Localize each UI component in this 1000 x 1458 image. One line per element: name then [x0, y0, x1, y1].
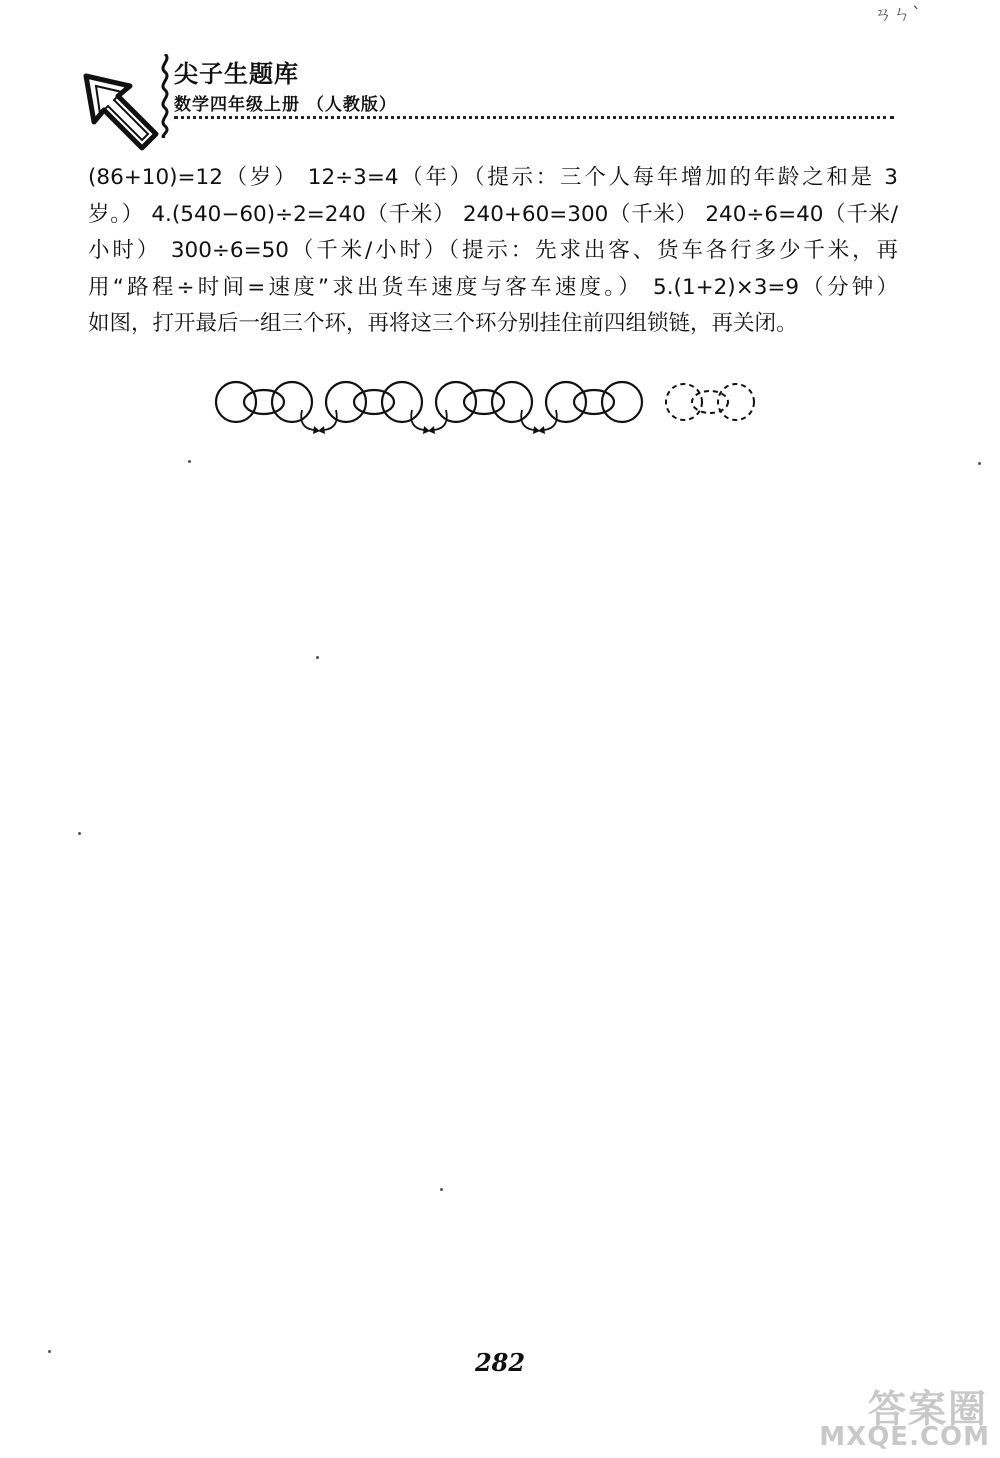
book-header: [82, 48, 902, 148]
book-title: 尖子生题库: [174, 60, 299, 88]
arrow-head: [313, 426, 320, 434]
arrow-head: [538, 426, 545, 434]
chain-rings-figure: [210, 370, 770, 440]
ring: [436, 382, 476, 422]
ring: [602, 382, 642, 422]
wavy-divider-icon: [158, 54, 172, 138]
arrow-head: [318, 426, 325, 434]
arrow-icon: [82, 72, 162, 152]
arrow-head: [428, 426, 435, 434]
arrow-head: [533, 426, 540, 434]
opened-ring: [666, 384, 702, 420]
watermark: [819, 1378, 996, 1456]
answer-line: 如图，打开最后一组三个环，再将这三个环分别挂住前四组锁链，再关闭。: [88, 311, 798, 336]
scan-speck: [316, 656, 319, 659]
ring: [354, 390, 394, 414]
arrow-head: [423, 426, 430, 434]
answer-text: [88, 160, 898, 343]
ring: [492, 382, 532, 422]
scan-speck: [188, 460, 191, 463]
opened-ring: [718, 384, 754, 420]
book-subtitle: 数学四年级上册 （人教版）: [174, 95, 397, 115]
watermark-logo: 答案圈: [867, 1387, 988, 1431]
ring: [272, 382, 312, 422]
header-dotted-rule: [174, 116, 894, 119]
scan-speck: [78, 832, 81, 835]
ring: [216, 382, 256, 422]
page-number: 282: [474, 1348, 526, 1377]
answer-line: 岁。） 4.(540−60)÷2=240（千米） 240+60=300（千米） 240÷6=40（千米/: [88, 201, 898, 227]
ring: [546, 382, 586, 422]
scan-speck: [978, 462, 981, 465]
ring: [574, 390, 614, 414]
ring: [326, 382, 366, 422]
answer-line: 小时） 300÷6=50（千米/小时）（提示：先求出客、货车各行多少千米，再: [88, 238, 898, 263]
scan-speck: [440, 1188, 443, 1191]
ring: [244, 390, 284, 414]
corner-mark: ㄢㄣˋ: [874, 4, 922, 25]
ring: [464, 390, 504, 414]
watermark-url: MXQE.COM: [819, 1422, 990, 1452]
answer-line: (86+10)=12（岁） 12÷3=4（年）（提示：三个人每年增加的年龄之和是 3: [88, 165, 898, 190]
answer-line: 用“路程÷时间=速度”求出货车速度与客车速度。） 5.(1+2)×3=9（分钟）: [88, 274, 898, 300]
ring: [382, 382, 422, 422]
opened-ring: [692, 391, 728, 413]
